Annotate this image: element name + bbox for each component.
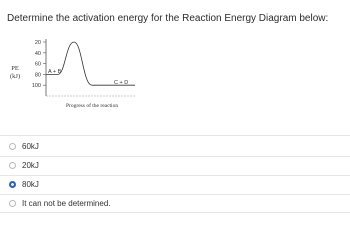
- x-axis-label: Progress of the reaction: [66, 103, 119, 109]
- y-axis-label-line2: (kJ): [10, 72, 21, 80]
- option-label: It can not be determined.: [22, 198, 111, 208]
- option-cannot-determine[interactable]: [0, 194, 350, 212]
- y-tick-label: 100: [31, 83, 41, 90]
- energy-curve: [46, 42, 135, 85]
- option-label: 80kJ: [22, 179, 39, 189]
- y-axis-label-line1: PE: [11, 65, 19, 72]
- question-text: Determine the activation energy for the Reaction Energy Diagram below:: [7, 13, 329, 24]
- y-tick-label: 40: [34, 50, 41, 57]
- option-label: 20kJ: [22, 160, 39, 170]
- radio-20kj[interactable]: [9, 162, 16, 169]
- option-60kj[interactable]: [0, 137, 350, 155]
- radio-60kj[interactable]: [9, 143, 16, 150]
- y-axis-ticks: [32, 40, 46, 89]
- product-label: C + D: [114, 80, 129, 86]
- radio-80kj[interactable]: [9, 181, 16, 188]
- option-20kj[interactable]: [0, 156, 350, 174]
- y-tick-label: 20: [34, 40, 41, 46]
- radio-cannot-determine[interactable]: [9, 200, 16, 207]
- energy-diagram: [10, 33, 140, 113]
- option-divider: [0, 135, 350, 136]
- option-divider: [0, 212, 350, 213]
- y-tick-label: 80: [34, 72, 41, 79]
- option-label: 60kJ: [22, 141, 39, 151]
- reactant-label: A + B: [48, 69, 62, 75]
- y-tick-label: 60: [34, 61, 41, 68]
- option-80kj[interactable]: [0, 175, 350, 193]
